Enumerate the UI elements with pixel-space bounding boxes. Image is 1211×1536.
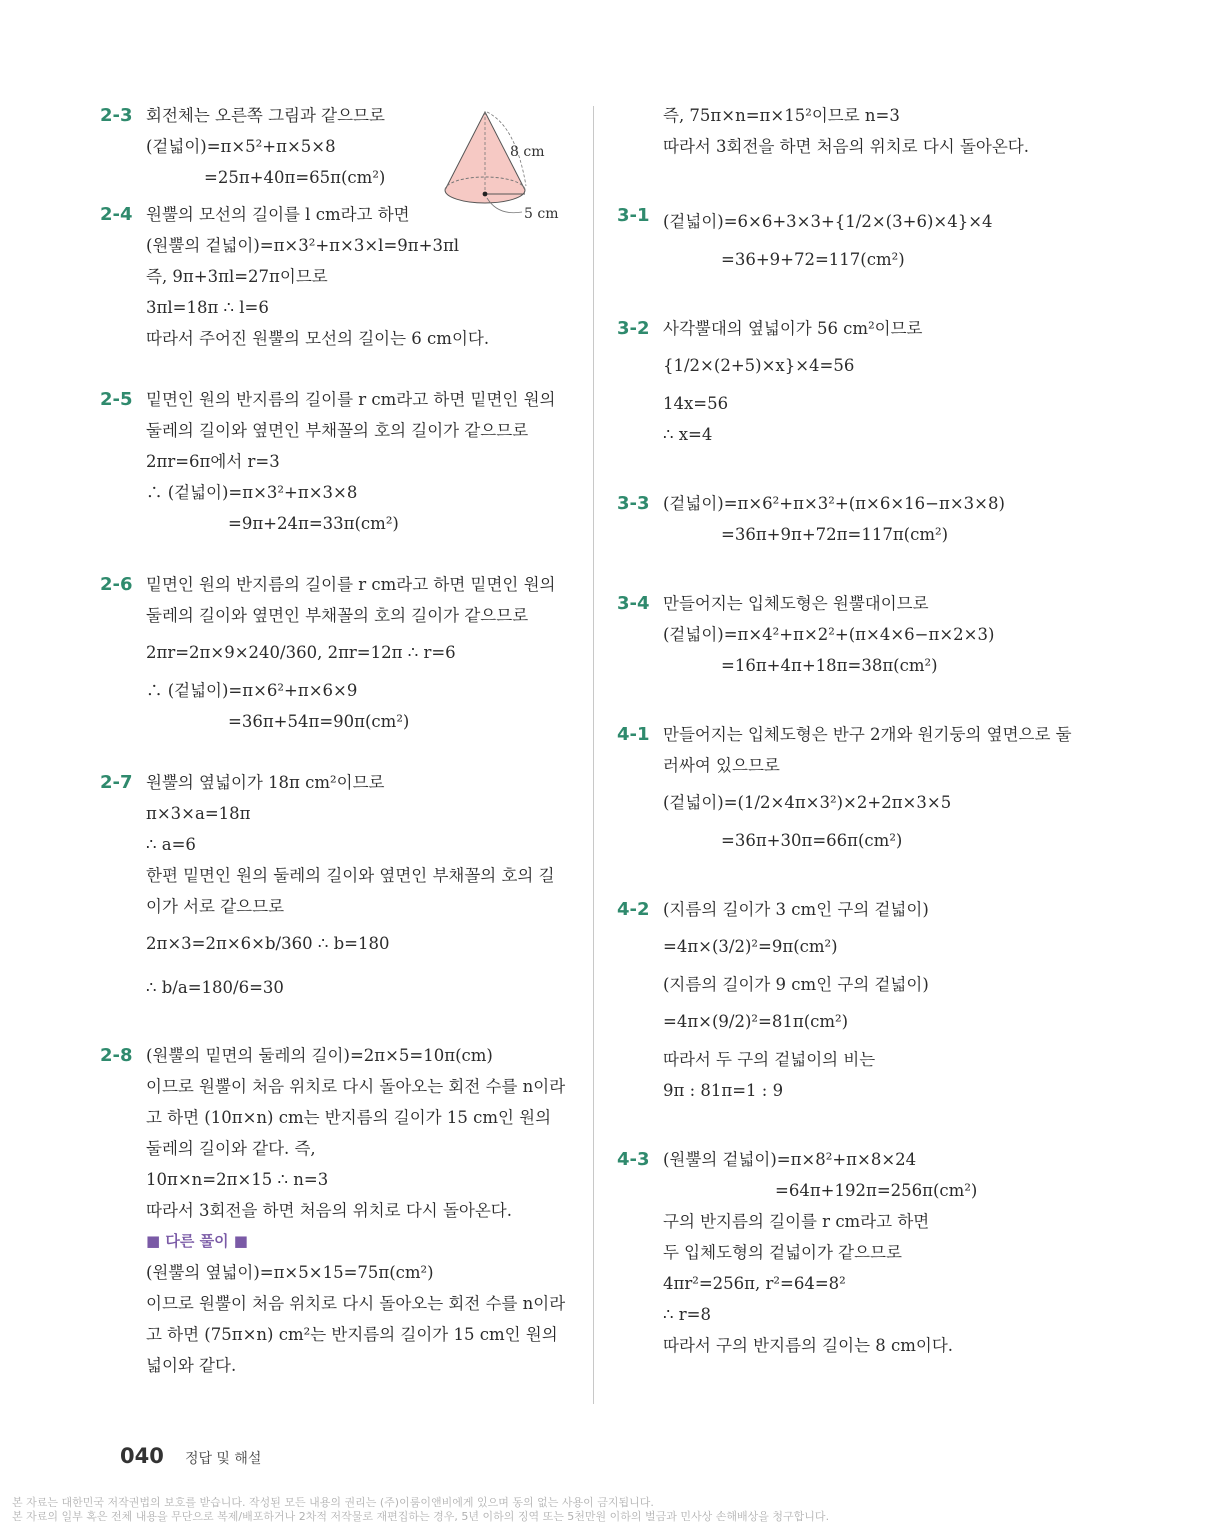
solution-line: (겉넓이)=π×4²+π×2²+(π×4×6−π×2×3)	[663, 625, 995, 644]
cone-figure	[440, 108, 566, 226]
solution-line: (겉넓이)=6×6+3×3+{1/2×(3+6)×4}×4	[663, 212, 993, 231]
solution-line: =36π+54π=90π(cm²)	[228, 712, 410, 731]
solution-line: 즉, 75π×n=π×15²이므로 n=3	[663, 106, 900, 125]
solution-line: ∴ x=4	[663, 425, 713, 444]
solution-line: 이므로 원뿔이 처음 위치로 다시 돌아오는 회전 수를 n이라	[146, 1294, 566, 1313]
solution-line: ∴ r=8	[663, 1305, 711, 1324]
left-problem-block	[100, 1040, 572, 1381]
solution-line: 2πr=6π에서 r=3	[146, 452, 280, 471]
right-column	[617, 100, 1107, 1361]
solution-line: (지름의 길이가 9 cm인 구의 겉넓이)	[663, 975, 929, 994]
solution-line: 4πr²=256π, r²=64=8²	[663, 1274, 846, 1293]
solution-line: 러싸여 있으므로	[663, 756, 780, 775]
solution-line: 따라서 두 구의 겉넓이의 비는	[663, 1050, 876, 1069]
left-problem-block	[100, 767, 572, 1010]
problem-number: 2-5	[100, 389, 133, 410]
solution-line: 이므로 원뿔이 처음 위치로 다시 돌아오는 회전 수를 n이라	[146, 1077, 566, 1096]
solution-line: 3πl=18π ∴ l=6	[146, 298, 269, 317]
solution-line: 14x=56	[663, 394, 729, 413]
solution-line: 밑면인 원의 반지름의 길이를 r cm라고 하면 밑면인 원의	[146, 575, 556, 594]
solution-line: 고 하면 (10π×n) cm는 반지름의 길이가 15 cm인 원의	[146, 1108, 552, 1127]
copyright-line-1: 본 자료는 대한민국 저작권법의 보호를 받습니다. 작성된 모든 내용의 권리는 (주)이룸이앤비에게 있으며 동의 없는 사용이 금지됩니다.	[12, 1496, 654, 1509]
solution-line: (원뿔의 밑면의 둘레의 길이)=2π×5=10π(cm)	[146, 1046, 493, 1065]
problem-number: 2-6	[100, 574, 133, 595]
solution-line: 따라서 구의 반지름의 길이는 8 cm이다.	[663, 1336, 953, 1355]
solution-line: 만들어지는 입체도형은 원뿔대이므로	[663, 594, 929, 613]
problem-number: 2-7	[100, 772, 133, 793]
solution-line: =64π+192π=256π(cm²)	[775, 1181, 978, 1200]
solution-line: 즉, 9π+3πl=27π이므로	[146, 267, 328, 286]
solution-line: 두 입체도형의 겉넓이가 같으므로	[663, 1243, 902, 1262]
column-divider	[593, 106, 594, 1404]
copyright-notice	[12, 1496, 1202, 1524]
solution-line: =36+9+72=117(cm²)	[721, 250, 905, 269]
solution-line: 따라서 3회전을 하면 처음의 위치로 다시 돌아온다.	[146, 1201, 512, 1220]
solution-line: 고 하면 (75π×n) cm²는 반지름의 길이가 15 cm인 원의	[146, 1325, 558, 1344]
problem-number: 2-3	[100, 105, 133, 126]
problem-number: 3-3	[617, 493, 650, 514]
solution-line: ∴ b/a=180/6=30	[146, 978, 284, 997]
problem-number: 3-4	[617, 593, 650, 614]
solution-line: π×3×a=18π	[146, 804, 251, 823]
problem-number: 4-1	[617, 724, 650, 745]
solution-line: (겉넓이)=(1/2×4π×3²)×2+2π×3×5	[663, 793, 952, 812]
solution-line: 한편 밑면인 원의 둘레의 길이와 옆면인 부채꼴의 호의 길	[146, 866, 555, 885]
solution-line: 넓이와 같다.	[146, 1356, 237, 1375]
problem-number: 3-2	[617, 318, 650, 339]
solution-line: 원뿔의 옆넓이가 18π cm²이므로	[146, 773, 385, 792]
right-problem-block	[617, 200, 1107, 275]
solution-line: ∴ a=6	[146, 835, 196, 854]
page-footer	[120, 1444, 261, 1468]
left-problem-block	[100, 384, 572, 539]
right-problem-block	[617, 488, 1107, 550]
problem-number: 3-1	[617, 205, 650, 226]
right-problem-block	[617, 313, 1107, 450]
solution-line: (지름의 길이가 3 cm인 구의 겉넓이)	[663, 900, 929, 919]
solution-line: (겉넓이)=π×6²+π×3²+(π×6×16−π×3×8)	[663, 494, 1005, 513]
copyright-line-2: 본 자료의 일부 혹은 전체 내용을 무단으로 복제/배포하거나 2차적 저작물로 재편집하는 경우, 5년 이하의 징역 또는 5천만원 이하의 벌금과 민사상 손해배상을 청구합니다.	[12, 1510, 830, 1523]
solution-line: 사각뿔대의 옆넓이가 56 cm²이므로	[663, 319, 923, 338]
right-problem-block	[617, 894, 1107, 1106]
left-problem-block	[100, 569, 572, 737]
problem-number: 2-4	[100, 204, 133, 225]
cone-center-dot	[483, 192, 488, 197]
solution-line: =36π+9π+72π=117π(cm²)	[721, 525, 949, 544]
solution-line: 2πr=2π×9×240/360, 2πr=12π ∴ r=6	[146, 643, 456, 662]
solution-line: {1/2×(2+5)×x}×4=56	[663, 356, 855, 375]
solution-line: =36π+30π=66π(cm²)	[721, 831, 903, 850]
problem-number: 2-8	[100, 1045, 133, 1066]
alternate-solution-heading: ■ 다른 풀이 ■	[146, 1232, 248, 1250]
right-problem-block	[617, 1144, 1107, 1361]
solution-line: =9π+24π=33π(cm²)	[228, 514, 399, 533]
solution-line: 밑면인 원의 반지름의 길이를 r cm라고 하면 밑면인 원의	[146, 390, 556, 409]
solution-line: 따라서 3회전을 하면 처음의 위치로 다시 돌아온다.	[663, 137, 1029, 156]
solution-line: 원뿔의 모선의 길이를 l cm라고 하면	[146, 205, 410, 224]
solution-line: 2π×3=2π×6×b/360 ∴ b=180	[146, 934, 390, 953]
solution-line: =16π+4π+18π=38π(cm²)	[721, 656, 938, 675]
problem-number: 4-3	[617, 1149, 650, 1170]
solution-line: 10π×n=2π×15 ∴ n=3	[146, 1170, 329, 1189]
solution-line: 따라서 주어진 원뿔의 모선의 길이는 6 cm이다.	[146, 329, 490, 348]
right-problem-block	[617, 588, 1107, 681]
solution-line: (원뿔의 옆넓이)=π×5×15=75π(cm²)	[146, 1263, 434, 1282]
solution-line: 만들어지는 입체도형은 반구 2개와 원기둥의 옆면으로 둘	[663, 725, 1072, 744]
solution-line: =4π×(9/2)²=81π(cm²)	[663, 1012, 849, 1031]
solution-line: 둘레의 길이와 옆면인 부채꼴의 호의 길이가 같으므로	[146, 421, 529, 440]
solution-line: (원뿔의 겉넓이)=π×8²+π×8×24	[663, 1150, 917, 1169]
problem-number: 4-2	[617, 899, 650, 920]
solution-line: =25π+40π=65π(cm²)	[204, 168, 386, 187]
solution-line: 9π : 81π=1 : 9	[663, 1081, 784, 1100]
solution-line: 회전체는 오른쪽 그림과 같으므로	[146, 106, 385, 125]
slant-label: 8 cm	[510, 144, 545, 160]
solution-line: 구의 반지름의 길이를 r cm라고 하면	[663, 1212, 930, 1231]
solution-line: (원뿔의 겉넓이)=π×3²+π×3×l=9π+3πl	[146, 236, 460, 255]
solution-line: =4π×(3/2)²=9π(cm²)	[663, 937, 838, 956]
solution-line: (겉넓이)=π×5²+π×5×8	[146, 137, 336, 156]
section-title: 정답 및 해설	[184, 1451, 262, 1467]
page-number: 040	[120, 1444, 164, 1468]
solution-line: 둘레의 길이와 옆면인 부채꼴의 호의 길이가 같으므로	[146, 606, 529, 625]
solution-line: 둘레의 길이와 같다. 즉,	[146, 1139, 316, 1158]
solution-line: ∴ (겉넓이)=π×6²+π×6×9	[146, 681, 358, 700]
right-problem-block	[617, 719, 1107, 856]
solution-line: ∴ (겉넓이)=π×3²+π×3×8	[146, 483, 358, 502]
left-column	[100, 100, 572, 1381]
solution-line: 이가 서로 같으므로	[146, 897, 285, 916]
radius-label: 5 cm	[524, 206, 559, 222]
right-problem-block	[617, 100, 1107, 162]
